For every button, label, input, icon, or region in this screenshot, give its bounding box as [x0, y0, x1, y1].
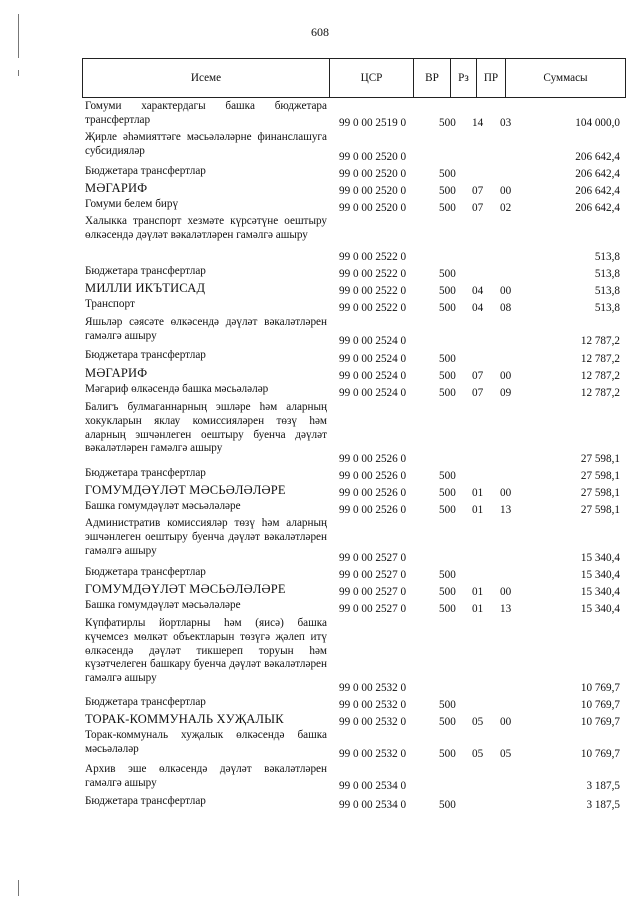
- table-row: [82, 215, 626, 264]
- row-sum: 513,8: [594, 251, 620, 263]
- row-name: Бюджетара трансфертлар: [85, 265, 206, 277]
- row-sum: 206 642,4: [575, 168, 620, 180]
- row-name: Башка гомумдәүләт мәсьәләләре: [85, 599, 241, 611]
- row-sum: 10 769,7: [580, 748, 620, 760]
- row-pr: 02: [500, 202, 512, 214]
- row-csr: 99 0 00 2520 0: [339, 202, 407, 214]
- row-csr: 99 0 00 2520 0: [339, 168, 407, 180]
- header-rz: Рз: [450, 59, 476, 97]
- row-sum: 206 642,4: [575, 202, 620, 214]
- row-name: Җирле әһәмияттәге мәсьәләләрне финанслашуга субсидияләр: [85, 131, 327, 157]
- row-csr: 99 0 00 2520 0: [339, 151, 407, 163]
- row-rz: 07: [472, 202, 484, 214]
- header-vr: ВР: [413, 59, 450, 97]
- table-row: [82, 181, 626, 198]
- table-row: [82, 599, 626, 616]
- header-pr: ПР: [476, 59, 505, 97]
- row-csr: 99 0 00 2526 0: [339, 453, 407, 465]
- row-rz: 14: [472, 117, 484, 129]
- row-vr: 500: [439, 799, 456, 811]
- table-row: [82, 763, 626, 793]
- row-pr: 13: [500, 504, 512, 516]
- row-csr: 99 0 00 2524 0: [339, 353, 407, 365]
- table-row: [82, 100, 626, 130]
- page-number: 608: [311, 25, 329, 39]
- table-row: [82, 298, 626, 315]
- row-vr: 500: [439, 716, 456, 728]
- row-csr: 99 0 00 2520 0: [339, 185, 407, 197]
- row-name: Гомуми характердагы башка бюджетара трансфертлар: [85, 100, 327, 126]
- row-csr: 99 0 00 2534 0: [339, 799, 407, 811]
- row-name: Халыкка транспорт хезмәте күрсәтүне оештыру өлкәсендә дәүләт вәкаләтләрен гамәлгә ашыру: [85, 215, 327, 241]
- row-vr: 500: [439, 603, 456, 615]
- row-name: Гомуми белем бирү: [85, 198, 179, 210]
- row-csr: 99 0 00 2526 0: [339, 470, 407, 482]
- row-name: Бюджетара трансфертлар: [85, 696, 206, 708]
- row-rz: 01: [472, 586, 484, 598]
- row-name: МИЛЛИ ИКЪТИСАД: [85, 281, 206, 295]
- table-row: [82, 617, 626, 695]
- row-sum: 10 769,7: [580, 682, 620, 694]
- header-csr: ЦСР: [329, 59, 413, 97]
- row-name: Транспорт: [85, 298, 135, 310]
- row-vr: 500: [439, 586, 456, 598]
- row-name: МӘГАРИФ: [85, 366, 148, 380]
- row-rz: 04: [472, 302, 484, 314]
- scan-edge-mark: [18, 70, 19, 76]
- row-csr: 99 0 00 2527 0: [339, 569, 407, 581]
- row-name: Мәгариф өлкәсендә башка мәсьәләләр: [85, 383, 269, 395]
- row-pr: 00: [500, 586, 512, 598]
- row-sum: 12 787,2: [580, 353, 620, 365]
- row-name: Архив эше өлкәсендә дәүләт вәкаләтләрен гамәлгә ашыру: [85, 763, 327, 789]
- header-sum: Суммасы: [505, 59, 625, 97]
- row-sum: 15 340,4: [580, 552, 620, 564]
- row-sum: 513,8: [594, 285, 620, 297]
- row-sum: 513,8: [594, 302, 620, 314]
- row-name: Балигъ булмаганнарның эшләре һәм аларның хокукларын яклау комиссияләрен төзү һәм аларның эшчәнлеген оештыру буенча дәүләт вәкаләтләрен гамәлгә ашыру: [85, 401, 327, 455]
- table-row: [82, 401, 626, 466]
- row-csr: 99 0 00 2532 0: [339, 699, 407, 711]
- row-name: Күпфатирлы йортларны һәм (яисә) башка күчемсез мөлкәт объектларын төзүгә җәлеп итү өлкәсендә дәүләт тикшереп торуын һәм күзәтчелеген башкару буенча дәүләт вәкаләтләрен гамәлгә ашыру: [85, 617, 327, 685]
- row-name: Бюджетара трансфертлар: [85, 165, 206, 177]
- scan-edge-mark: [18, 880, 19, 896]
- row-rz: 07: [472, 370, 484, 382]
- row-vr: 500: [439, 353, 456, 365]
- row-vr: 500: [439, 504, 456, 516]
- table-row: [82, 729, 626, 761]
- row-vr: 500: [439, 470, 456, 482]
- table-row: [82, 366, 626, 383]
- row-sum: 12 787,2: [580, 387, 620, 399]
- row-name: Яшьләр сәясәте өлкәсендә дәүләт вәкаләтләрен гамәлгә ашыру: [85, 316, 327, 342]
- row-csr: 99 0 00 2532 0: [339, 716, 407, 728]
- row-name: ГОМУМДӘҮЛӘТ МӘСЬӘЛӘЛӘРЕ: [85, 582, 286, 596]
- row-sum: 15 340,4: [580, 586, 620, 598]
- row-vr: 500: [439, 748, 456, 760]
- row-pr: 09: [500, 387, 512, 399]
- row-name: Бюджетара трансфертлар: [85, 467, 206, 479]
- row-name: Торак-коммуналь хуҗалык өлкәсендә башка мәсьәләләр: [85, 729, 327, 755]
- row-sum: 27 598,1: [580, 470, 620, 482]
- row-rz: 01: [472, 603, 484, 615]
- table-row: [82, 696, 626, 712]
- row-vr: 500: [439, 387, 456, 399]
- row-rz: 05: [472, 748, 484, 760]
- row-csr: 99 0 00 2519 0: [339, 117, 407, 129]
- row-csr: 99 0 00 2524 0: [339, 387, 407, 399]
- row-pr: 00: [500, 185, 512, 197]
- table-row: [82, 517, 626, 565]
- row-pr: 00: [500, 487, 512, 499]
- row-csr: 99 0 00 2526 0: [339, 504, 407, 516]
- row-name: ТОРАК-КОММУНАЛЬ ХУҖАЛЫК: [85, 712, 284, 726]
- row-pr: 08: [500, 302, 512, 314]
- row-vr: 500: [439, 268, 456, 280]
- table-row: [82, 198, 626, 215]
- row-csr: 99 0 00 2524 0: [339, 370, 407, 382]
- row-sum: 27 598,1: [580, 453, 620, 465]
- row-vr: 500: [439, 487, 456, 499]
- row-rz: 07: [472, 185, 484, 197]
- table-row: [82, 265, 626, 281]
- row-pr: 05: [500, 748, 512, 760]
- row-vr: 500: [439, 185, 456, 197]
- row-csr: 99 0 00 2527 0: [339, 586, 407, 598]
- table-header: [82, 58, 626, 98]
- row-csr: 99 0 00 2522 0: [339, 268, 407, 280]
- row-csr: 99 0 00 2522 0: [339, 251, 407, 263]
- table-row: [82, 349, 626, 366]
- row-sum: 12 787,2: [580, 335, 620, 347]
- row-sum: 3 187,5: [586, 780, 620, 792]
- row-name: Административ комиссияләр төзү һәм аларның эшчәнлеген оештыру буенча дәүләт вәкаләтләрен гамәлгә ашыру: [85, 517, 327, 557]
- row-sum: 27 598,1: [580, 487, 620, 499]
- row-name: Башка гомумдәүләт мәсьәләләре: [85, 500, 241, 512]
- row-csr: 99 0 00 2534 0: [339, 780, 407, 792]
- row-sum: 12 787,2: [580, 370, 620, 382]
- row-pr: 00: [500, 716, 512, 728]
- row-csr: 99 0 00 2526 0: [339, 487, 407, 499]
- table-row: [82, 712, 626, 729]
- row-csr: 99 0 00 2522 0: [339, 285, 407, 297]
- row-vr: 500: [439, 285, 456, 297]
- row-vr: 500: [439, 699, 456, 711]
- table-row: [82, 483, 626, 500]
- header-name: Исеме: [190, 72, 222, 84]
- row-rz: 01: [472, 504, 484, 516]
- table-row: [82, 281, 626, 298]
- row-sum: 206 642,4: [575, 185, 620, 197]
- row-sum: 10 769,7: [580, 716, 620, 728]
- row-csr: 99 0 00 2527 0: [339, 603, 407, 615]
- row-sum: 206 642,4: [575, 151, 620, 163]
- table-row: [82, 131, 626, 164]
- row-vr: 500: [439, 168, 456, 180]
- table-row: [82, 383, 626, 400]
- row-pr: 03: [500, 117, 512, 129]
- row-vr: 500: [439, 569, 456, 581]
- row-name: МӘГАРИФ: [85, 181, 148, 195]
- row-rz: 07: [472, 387, 484, 399]
- row-vr: 500: [439, 302, 456, 314]
- row-csr: 99 0 00 2532 0: [339, 748, 407, 760]
- row-sum: 27 598,1: [580, 504, 620, 516]
- row-name: Бюджетара трансфертлар: [85, 349, 206, 361]
- row-name: Бюджетара трансфертлар: [85, 566, 206, 578]
- row-rz: 04: [472, 285, 484, 297]
- row-pr: 00: [500, 370, 512, 382]
- table-row: [82, 165, 626, 181]
- row-pr: 00: [500, 285, 512, 297]
- row-rz: 05: [472, 716, 484, 728]
- row-name: Бюджетара трансфертлар: [85, 795, 206, 807]
- table-row: [82, 566, 626, 582]
- table-row: [82, 467, 626, 483]
- row-sum: 15 340,4: [580, 603, 620, 615]
- table-row: [82, 582, 626, 599]
- row-sum: 15 340,4: [580, 569, 620, 581]
- row-sum: 3 187,5: [586, 799, 620, 811]
- row-vr: 500: [439, 202, 456, 214]
- table-row: [82, 795, 626, 812]
- row-rz: 01: [472, 487, 484, 499]
- row-vr: 500: [439, 370, 456, 382]
- row-vr: 500: [439, 117, 456, 129]
- table-row: [82, 316, 626, 348]
- row-name: ГОМУМДӘҮЛӘТ МӘСЬӘЛӘЛӘРЕ: [85, 483, 286, 497]
- row-csr: 99 0 00 2524 0: [339, 335, 407, 347]
- row-pr: 13: [500, 603, 512, 615]
- row-csr: 99 0 00 2527 0: [339, 552, 407, 564]
- row-sum: 104 000,0: [575, 117, 620, 129]
- scan-edge-mark: [18, 14, 19, 58]
- row-sum: 513,8: [594, 268, 620, 280]
- table-row: [82, 500, 626, 517]
- row-csr: 99 0 00 2522 0: [339, 302, 407, 314]
- row-sum: 10 769,7: [580, 699, 620, 711]
- row-csr: 99 0 00 2532 0: [339, 682, 407, 694]
